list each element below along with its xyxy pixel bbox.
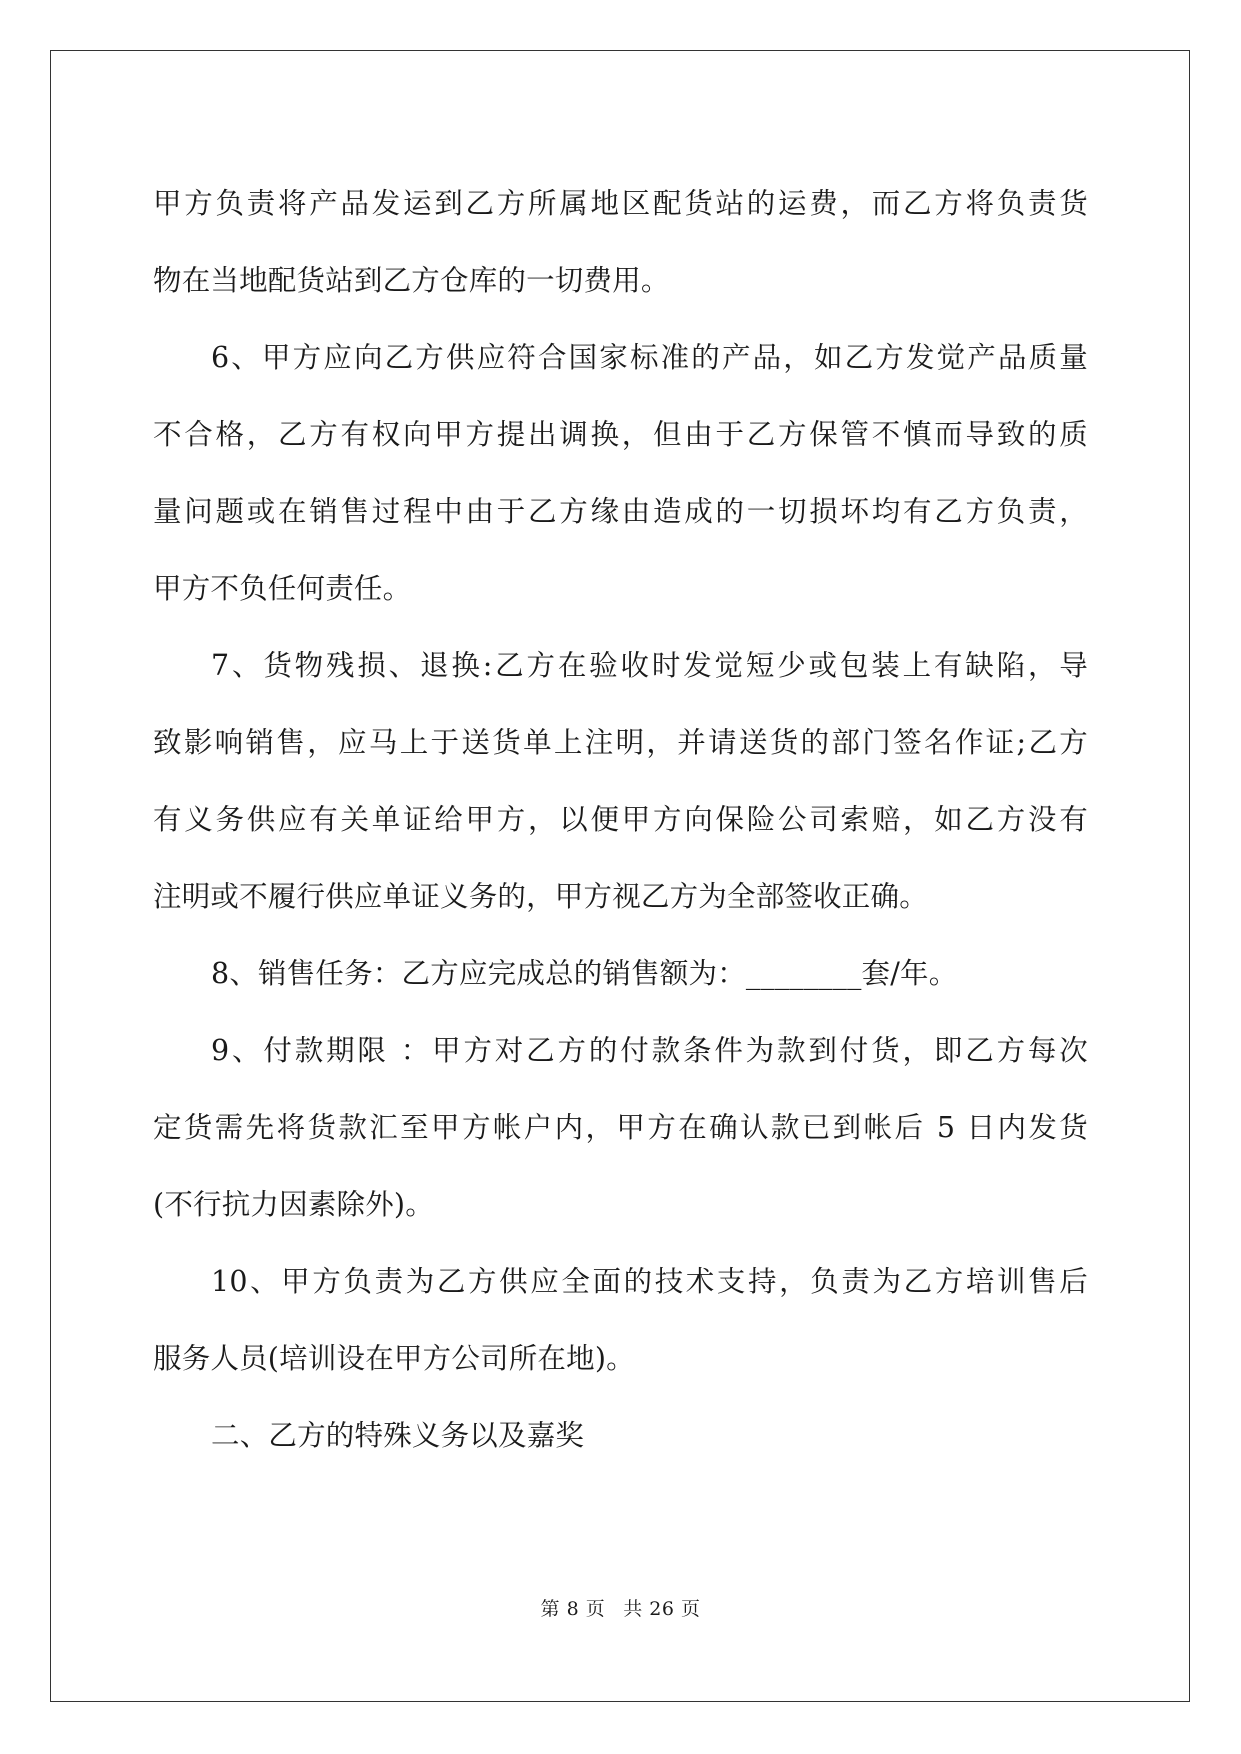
text-line: 致影响销售，应马上于送货单上注明，并请送货的部门签名作证;乙方 xyxy=(153,726,1088,759)
text-line: 服务人员(培训设在甲方公司所在地)。 xyxy=(153,1342,635,1375)
text-line: 9、付款期限 ：甲方对乙方的付款条件为款到付货，即乙方每次 xyxy=(211,1034,1088,1067)
text-line: 6、甲方应向乙方供应符合国家标准的产品，如乙方发觉产品质量 xyxy=(211,341,1088,374)
text-line: 定货需先将货款汇至甲方帐户内，甲方在确认款已到帐后 5 日内发货 xyxy=(153,1111,1088,1144)
text-line: 甲方不负任何责任。 xyxy=(153,572,412,605)
text-line: 量问题或在销售过程中由于乙方缘由造成的一切损坏均有乙方负责， xyxy=(153,495,1088,528)
text-line: 物在当地配货站到乙方仓库的一切费用。 xyxy=(153,264,670,297)
page-number: 第 8 页 xyxy=(540,1598,606,1620)
text-line: 8、销售任务：乙方应完成总的销售额为：________套/年。 xyxy=(211,957,958,990)
text-line: 7、货物残损、退换:乙方在验收时发觉短少或包装上有缺陷，导 xyxy=(211,649,1088,682)
section-heading: 二、乙方的特殊义务以及嘉奖 xyxy=(211,1419,585,1452)
document-body xyxy=(153,165,1088,1474)
text-line: (不行抗力因素除外)。 xyxy=(153,1188,434,1221)
text-line: 10、甲方负责为乙方供应全面的技术支持，负责为乙方培训售后 xyxy=(211,1265,1088,1298)
text-line: 注明或不履行供应单证义务的，甲方视乙方为全部签收正确。 xyxy=(153,880,928,913)
page-total: 共 26 页 xyxy=(623,1598,701,1620)
text-line: 甲方负责将产品发运到乙方所属地区配货站的运费，而乙方将负责货 xyxy=(153,187,1088,220)
text-line: 不合格，乙方有权向甲方提出调换，但由于乙方保管不慎而导致的质 xyxy=(153,418,1088,451)
text-line: 有义务供应有关单证给甲方，以便甲方向保险公司索赔，如乙方没有 xyxy=(153,803,1088,836)
page-footer xyxy=(0,1594,1241,1621)
